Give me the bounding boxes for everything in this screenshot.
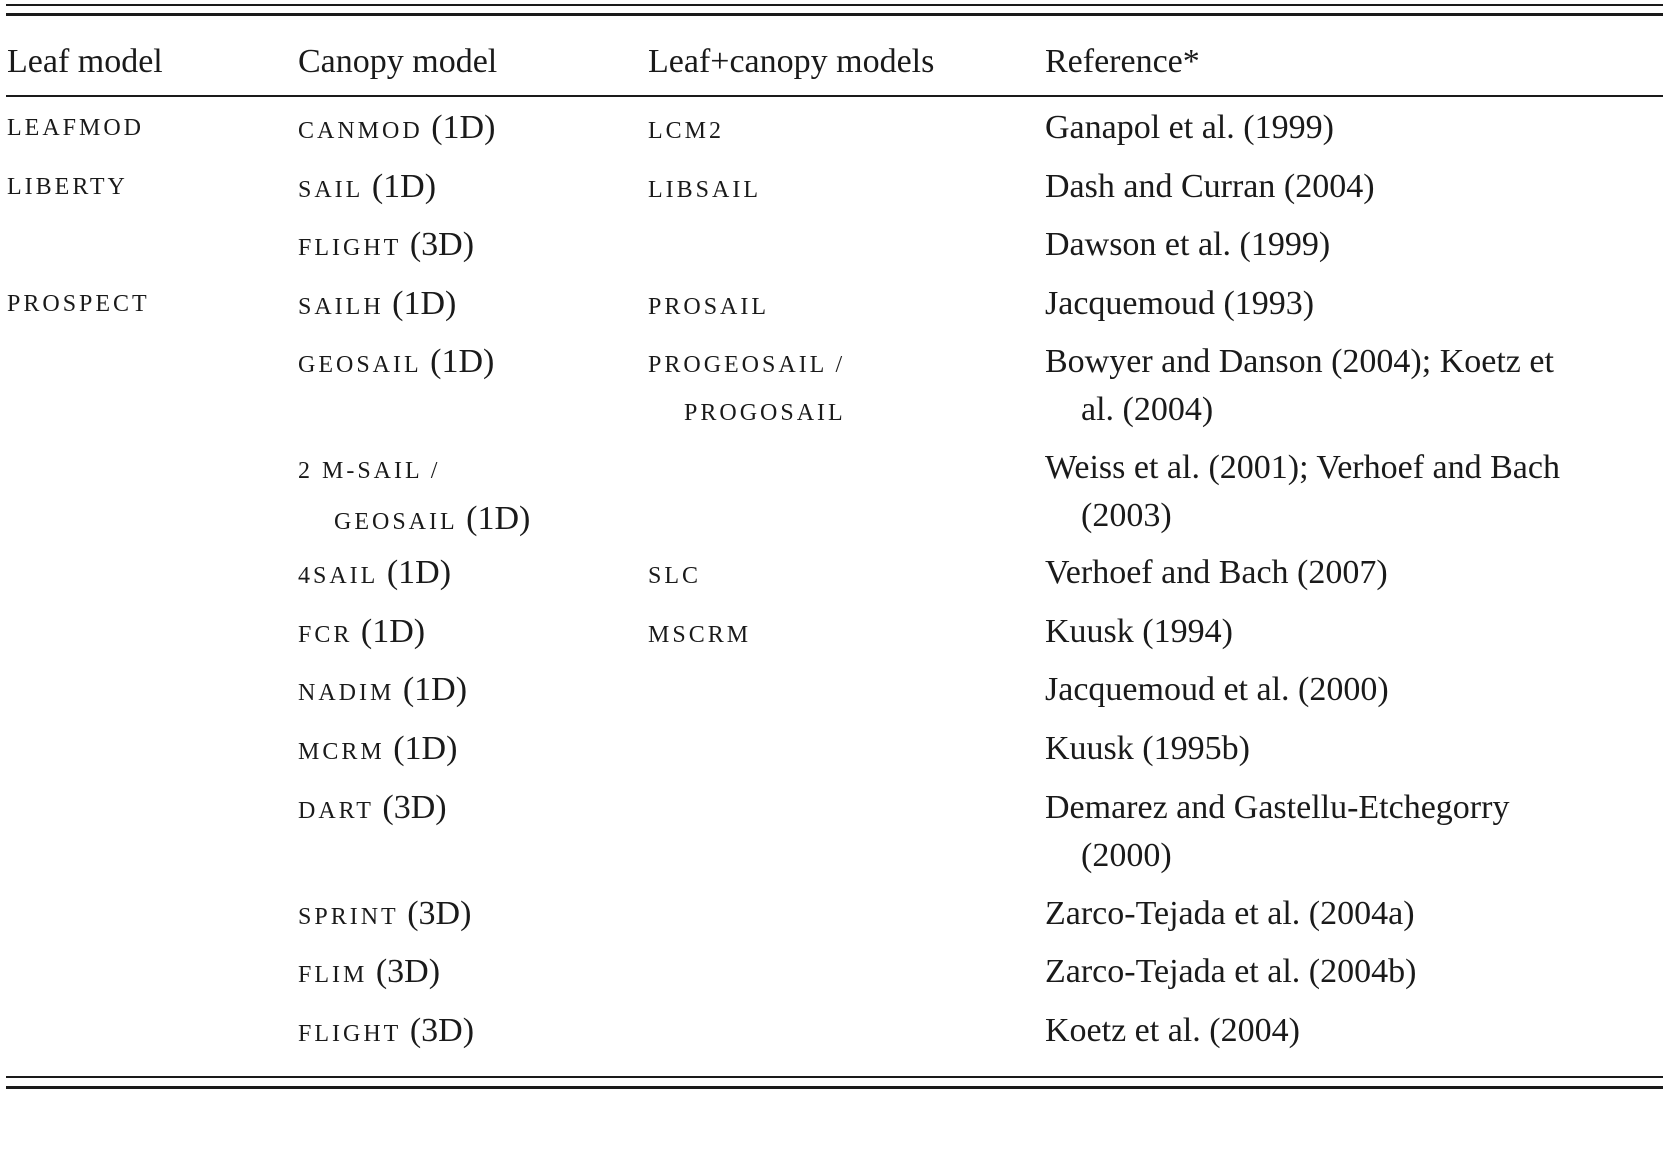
leaf-model-cell: PROSPECT (7, 291, 150, 317)
leaf-model-cell: LEAFMOD (7, 115, 145, 141)
header-canopy-model: Canopy model (298, 43, 498, 80)
canopy-model-cell (298, 221, 474, 272)
reference-cell (1045, 666, 1389, 714)
reference-text: Verhoef and Bach (2007) (1045, 554, 1388, 591)
canopy-model-name: 2 M-SAIL / (298, 458, 441, 484)
canopy-dimension: (1D) (371, 168, 437, 205)
canopy-dimension: (1D) (393, 730, 458, 767)
canopy-model-name: GEOSAIL (298, 352, 422, 378)
reference-cell (1045, 221, 1330, 269)
reference-text-2: (2000) (1081, 837, 1172, 874)
reference-cell (1045, 784, 1509, 880)
top-rule-1 (6, 4, 1663, 6)
leaf-canopy-cell (648, 280, 769, 331)
reference-text: Kuusk (1994) (1045, 613, 1233, 650)
canopy-dimension: (3D) (382, 789, 447, 826)
canopy-dimension-2: (1D) (466, 500, 531, 537)
canopy-dimension: (1D) (431, 109, 496, 146)
leaf-model-cell: LIBERTY (7, 174, 128, 200)
canopy-model-cell (298, 549, 451, 600)
leaf-canopy-name: SLC (648, 563, 702, 589)
canopy-dimension: (1D) (360, 613, 426, 650)
canopy-model-name: 4SAIL (298, 563, 379, 589)
canopy-model-cell (298, 784, 447, 835)
top-rule-2 (6, 13, 1663, 16)
canopy-dimension: (3D) (409, 1012, 475, 1049)
reference-cell (1045, 549, 1388, 597)
leaf-canopy-name-2: PROGOSAIL (684, 400, 846, 426)
canopy-model-cell (298, 104, 495, 155)
canopy-model-name: FCR (298, 622, 353, 648)
canopy-dimension: (1D) (402, 671, 468, 708)
leaf-canopy-cell (648, 549, 701, 600)
canopy-model-name: FLIGHT (298, 1021, 402, 1047)
leaf-canopy-name: PROGEOSAIL / (648, 352, 846, 378)
canopy-model-name: CANMOD (298, 118, 423, 144)
reference-cell (1045, 725, 1250, 773)
reference-text-2: (2003) (1081, 497, 1172, 534)
reference-text: Dawson et al. (1999) (1045, 226, 1331, 263)
canopy-model-name: NADIM (298, 680, 395, 706)
reference-text: Koetz et al. (2004) (1045, 1012, 1300, 1049)
canopy-model-name: SPRINT (298, 904, 399, 930)
reference-cell (1045, 444, 1560, 540)
canopy-dimension: (3D) (375, 953, 441, 990)
canopy-model-cell (298, 890, 471, 941)
bottom-rule-2 (6, 1086, 1663, 1089)
header-leaf-model: Leaf model (7, 43, 163, 80)
canopy-model-cell (298, 725, 457, 776)
canopy-dimension: (3D) (409, 226, 475, 263)
reference-text: Zarco-Tejada et al. (2004a) (1045, 895, 1415, 932)
leaf-canopy-cell (648, 338, 846, 437)
leaf-canopy-name: LCM2 (648, 118, 725, 144)
canopy-model-continuation (298, 495, 530, 546)
header-reference: Reference* (1045, 43, 1200, 80)
canopy-model-cell (298, 666, 467, 717)
canopy-model-name: MCRM (298, 739, 385, 765)
canopy-model-cell (298, 163, 436, 214)
reference-cell (1045, 280, 1314, 328)
leaf-canopy-cell (648, 163, 761, 214)
leaf-canopy-cell (648, 104, 724, 155)
reference-cell (1045, 948, 1416, 996)
leaf-canopy-name: LIBSAIL (648, 177, 761, 203)
canopy-model-cell (298, 608, 425, 659)
reference-text-2: al. (2004) (1081, 391, 1214, 428)
reference-text: Weiss et al. (2001); Verhoef and Bach (1045, 449, 1560, 486)
reference-text: Demarez and Gastellu-Etchegorry (1045, 789, 1510, 826)
header-rule (6, 95, 1663, 97)
canopy-model-name: SAIL (298, 177, 364, 203)
reference-cell (1045, 608, 1233, 656)
leaf-canopy-cell (648, 608, 751, 659)
bottom-rule-1 (6, 1076, 1663, 1078)
canopy-dimension: (1D) (392, 285, 457, 322)
reference-text: Ganapol et al. (1999) (1045, 109, 1334, 146)
canopy-model-name: FLIGHT (298, 235, 402, 261)
canopy-dimension: (1D) (430, 343, 495, 380)
canopy-dimension: (1D) (386, 554, 452, 591)
reference-text: Bowyer and Danson (2004); Koetz et (1045, 343, 1554, 380)
canopy-model-cell (298, 280, 456, 331)
reference-cell (1045, 104, 1334, 152)
reference-cell (1045, 1007, 1300, 1055)
canopy-dimension: (3D) (407, 895, 472, 932)
reference-text: Dash and Curran (2004) (1045, 168, 1375, 205)
leaf-canopy-name: PROSAIL (648, 294, 770, 320)
canopy-model-name: SAILH (298, 294, 384, 320)
reference-text: Zarco-Tejada et al. (2004b) (1045, 953, 1417, 990)
canopy-model-name: DART (298, 798, 374, 824)
canopy-model-name: FLIM (298, 962, 368, 988)
canopy-model-cell (298, 444, 530, 546)
header-leaf-canopy-models: Leaf+canopy models (648, 43, 935, 80)
canopy-model-name-2: GEOSAIL (334, 509, 458, 535)
canopy-model-cell (298, 338, 494, 389)
reference-cell (1045, 338, 1554, 434)
leaf-canopy-name: MSCRM (648, 622, 752, 648)
canopy-model-cell (298, 1007, 474, 1058)
canopy-model-cell (298, 948, 440, 999)
reference-text: Jacquemoud (1993) (1045, 285, 1315, 322)
reference-cell (1045, 890, 1415, 938)
reference-text: Kuusk (1995b) (1045, 730, 1250, 767)
reference-text: Jacquemoud et al. (2000) (1045, 671, 1389, 708)
reference-cell (1045, 163, 1375, 211)
